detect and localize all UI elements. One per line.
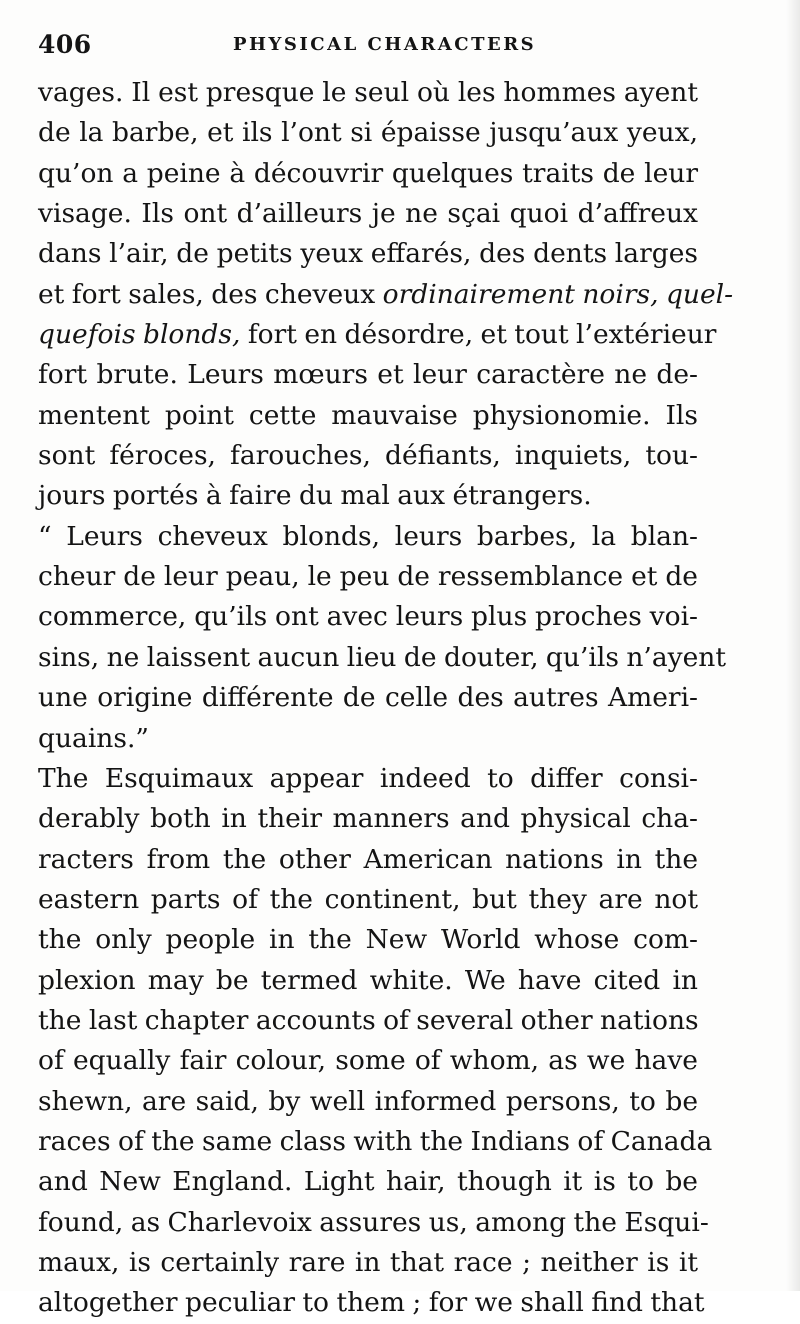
text-segment: eastern parts of the continent, but they are not [38, 883, 698, 915]
text-line [38, 1122, 713, 1162]
text-segment: found, as Charlevoix assures us, among the Esqui- [38, 1206, 709, 1238]
text-segment: shewn, are said, by well informed persons, to be [38, 1085, 698, 1117]
text-line [38, 1203, 709, 1243]
text-line [38, 1283, 705, 1323]
text-line [38, 920, 698, 960]
text-line [38, 840, 698, 880]
text-line [38, 194, 698, 234]
body-text [38, 73, 734, 1324]
text-line [38, 517, 698, 557]
text-segment: quains.” [38, 722, 149, 754]
text-line [38, 113, 698, 153]
text-line [38, 154, 698, 194]
running-head: PHYSICAL CHARACTERS [233, 34, 537, 55]
text-segment: the last chapter accounts of several other nations [38, 1004, 699, 1036]
text-line [38, 1082, 698, 1122]
text-line [38, 396, 698, 436]
text-line [38, 315, 717, 355]
text-segment: commerce, qu’ils ont avec leurs plus proches voi- [38, 601, 698, 633]
italic-text: quefois blonds, [38, 319, 241, 351]
text-line [38, 73, 698, 113]
text-segment: une origine différente de celle des autres Ameri- [38, 682, 698, 714]
text-segment: mentent point cette mauvaise physionomie. Ils [38, 399, 698, 431]
text-segment: de la barbe, et ils l’ont si épaisse jusqu’aux yeux, [38, 117, 698, 149]
text-segment: cheur de leur peau, le peu de ressemblance et de [38, 561, 698, 593]
text-segment: of equally fair colour, some of whom, as we have [38, 1045, 698, 1077]
text-line [38, 275, 734, 315]
text-segment: and New England. Light hair, though it is to be [38, 1166, 698, 1198]
text-segment: “ Leurs cheveux blonds, leurs barbes, la blan- [38, 520, 698, 552]
text-segment: jours portés à faire du mal aux étrangers. [38, 480, 592, 512]
page-number: 406 [38, 30, 92, 59]
text-line [38, 961, 698, 1001]
text-segment: racters from the other American nations in the [38, 843, 698, 875]
text-line [38, 557, 698, 597]
paragraph [38, 759, 713, 1324]
text-line [38, 597, 698, 637]
text-segment: sins, ne laissent aucun lieu de douter, qu’ils n’ayent [38, 641, 727, 673]
text-line [38, 1162, 698, 1202]
text-segment: vages. Il est presque le seul où les hommes ayent [38, 77, 698, 108]
text-line [38, 355, 698, 395]
text-line [38, 436, 698, 476]
text-segment: altogether peculiar to them ; for we shall find that [38, 1287, 705, 1319]
text-line [38, 759, 698, 799]
text-segment: et fort sales, des cheveux [38, 278, 383, 310]
text-segment: qu’on a peine à découvrir quelques traits de leur [38, 157, 698, 189]
text-line [38, 1001, 698, 1041]
page-header [38, 30, 698, 66]
text-line [38, 638, 727, 678]
text-segment: visage. Ils ont d’ailleurs je ne sçai quoi d’affreux [38, 198, 698, 230]
text-line [38, 799, 698, 839]
text-segment: dans l’air, de petits yeux effarés, des dents larges [38, 238, 698, 270]
text-line [38, 1243, 698, 1283]
text-segment: the only people in the New World whose com- [38, 924, 698, 956]
text-line [38, 234, 698, 274]
text-segment: plexion may be termed white. We have cited in [38, 964, 698, 996]
italic-text: ordinairement noirs, quel- [382, 278, 734, 310]
text-line [38, 880, 698, 920]
text-segment: derably both in their manners and physical cha- [38, 803, 698, 835]
text-line [38, 678, 698, 718]
paragraph [38, 73, 734, 517]
page-edge-shadow [786, 0, 800, 1291]
text-segment: maux, is certainly rare in that race ; neither is it [38, 1246, 698, 1278]
text-segment: The Esquimaux appear indeed to differ consi- [38, 762, 698, 794]
text-segment: fort brute. Leurs mœurs et leur caractère ne de- [38, 359, 698, 391]
paragraph [38, 517, 727, 759]
text-line [38, 719, 698, 759]
text-line [38, 476, 698, 516]
text-segment: races of the same class with the Indians of Canada [38, 1125, 713, 1157]
text-line [38, 1041, 698, 1081]
text-segment: fort en désordre, et tout l’extérieur [240, 319, 717, 351]
text-segment: sont féroces, farouches, défiants, inquiets, tou- [38, 440, 698, 472]
